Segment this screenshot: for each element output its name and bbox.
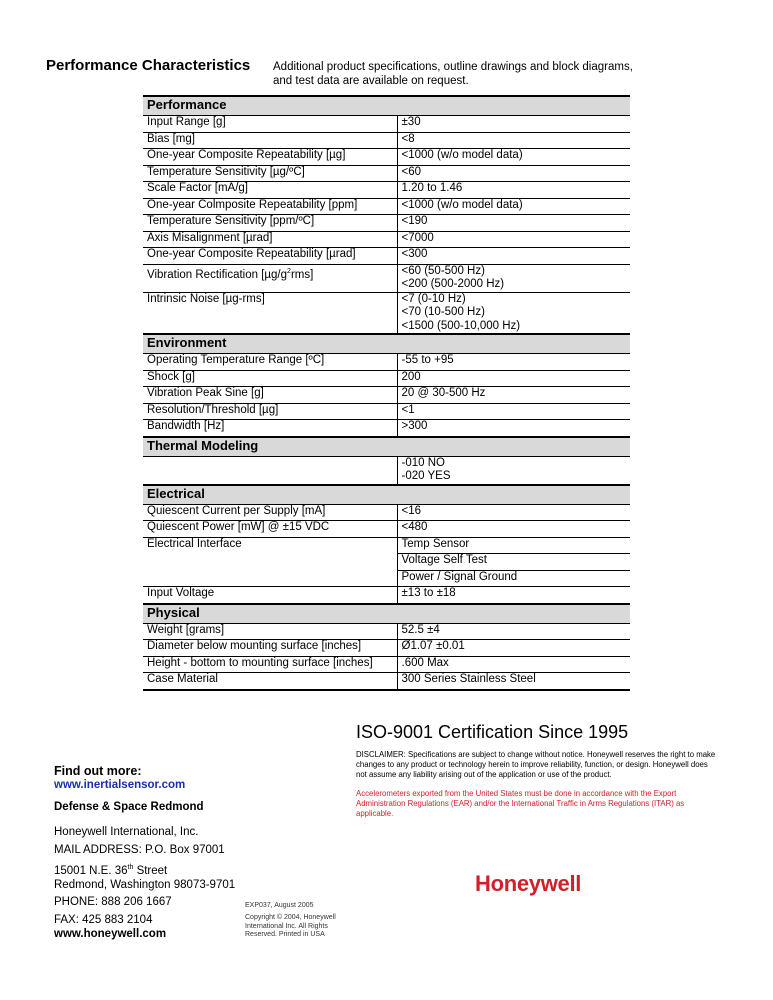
copyright-line: Reserved. Printed in USA [245,931,325,938]
find-out-more-heading: Find out more: [54,764,142,778]
spec-value: Voltage Self Test [397,554,630,571]
copyright-line: Copyright © 2004, Honeywell [245,914,336,921]
inertialsensor-link[interactable]: www.inertialsensor.com [54,779,186,791]
table-row [143,354,630,371]
spec-label: One-year Composite Repeatability [µrad] [143,248,397,265]
spec-label: Temperature Sensitivity [µg/ºC] [143,165,397,182]
table-row [143,248,630,265]
spec-label: Shock [g] [143,370,397,387]
phone-line: PHONE: 888 206 1667 [54,896,172,909]
mail-address: MAIL ADDRESS: P.O. Box 97001 [54,843,225,856]
value-line: -020 YES [401,470,451,482]
table-row [143,623,630,640]
spec-value: <300 [397,248,630,265]
fax-line: FAX: 425 883 2104 [54,913,153,926]
table-row [143,370,630,387]
certification-heading: ISO-9001 Certification Since 1995 [356,722,629,742]
table-row [143,149,630,166]
label-text: Vibration Rectification [µg/g [147,268,288,281]
spec-value: <1 [397,403,630,420]
export-notice: Accelerometers exported from the United States must be done in accordance with the Export Administration Regulations (EAR) and/or the International Traffic in Arms Regulations (ITAR) as applicable. [356,789,685,818]
street-text: 15001 N.E. 36 [54,865,128,878]
spec-value [397,292,630,334]
spec-value: -55 to +95 [397,354,630,371]
table-row [143,403,630,420]
spec-value: <16 [397,504,630,521]
label-superscript: 2 [287,267,291,275]
spec-value: <480 [397,521,630,538]
disclaimer-text: DISCLAIMER: Specifications are subject to change without notice. Honeywell reserves the right to make changes to any product or technology herein to improve reliability, function, or design. Honeywell does not assume any liability arising out of the application or use of the product. [356,750,716,779]
section-environment [143,334,630,354]
spec-label: Resolution/Threshold [µg] [143,403,397,420]
spec-label: Case Material [143,673,397,690]
spec-label: Diameter below mounting surface [inches] [143,640,397,657]
spec-label: Input Voltage [143,587,397,604]
table-row [143,116,630,133]
label-text: rms] [290,268,314,281]
street-text: Street [133,865,168,878]
spec-value: <60 [397,165,630,182]
spec-label: Input Range [g] [143,116,397,133]
spec-value: <1000 (w/o model data) [397,149,630,166]
copyright-line: International Inc. All Rights [245,922,328,930]
honeywell-logo: Honeywell [475,871,582,896]
value-line: <60 (50-500 Hz) [401,264,485,277]
spec-value: 200 [397,370,630,387]
spec-label [143,264,397,292]
section-thermal-modeling [143,437,630,457]
table-row [143,182,630,199]
spec-value: 20 @ 30-500 Hz [397,387,630,404]
spec-label: Scale Factor [mA/g] [143,182,397,199]
spec-value: <8 [397,132,630,149]
section-title: Environment [143,334,630,354]
section-electrical [143,485,630,505]
page-title: Performance Characteristics [46,57,251,74]
table-row [143,165,630,182]
spec-label: Weight [grams] [143,623,397,640]
spec-value: ±13 to ±18 [397,587,630,604]
table-row [143,231,630,248]
spec-value: 52.5 ±4 [397,623,630,640]
spec-table [143,95,630,691]
spec-label: Quiescent Current per Supply [mA] [143,504,397,521]
availability-note: Additional product specifications, outline drawings and block diagrams, and test data are available on request. [273,61,633,87]
spec-label: Axis Misalignment [µrad] [143,231,397,248]
section-title: Physical [143,604,630,624]
spec-label: Bias [mg] [143,132,397,149]
spec-value: >300 [397,420,630,437]
spec-label: Vibration Peak Sine [g] [143,387,397,404]
table-row [143,215,630,232]
spec-label [143,456,397,485]
spec-label: One-year Colmposite Repeatability [ppm] [143,198,397,215]
spec-label: Bandwidth [Hz] [143,420,397,437]
spec-value: Ø1.07 ±0.01 [397,640,630,657]
table-row [143,656,630,673]
spec-value: Temp Sensor [397,537,630,554]
table-row [143,292,630,334]
section-physical [143,604,630,624]
spec-label: Temperature Sensitivity [ppm/ºC] [143,215,397,232]
section-title: Thermal Modeling [143,437,630,457]
spec-label: Operating Temperature Range [ºC] [143,354,397,371]
spec-label: Intrinsic Noise [µg-rms] [143,292,397,334]
value-line: <200 (500-2000 Hz) [401,278,505,290]
table-row [143,132,630,149]
spec-value: Power / Signal Ground [397,570,630,587]
spec-value: <7000 [397,231,630,248]
street-address [54,859,235,877]
spec-value: <190 [397,215,630,232]
table-row [143,420,630,437]
division-name: Defense & Space Redmond [54,801,204,813]
section-title: Electrical [143,485,630,505]
spec-value: 300 Series Stainless Steel [397,673,630,690]
document-id: EXP037, August 2005 [245,902,314,909]
table-row [143,387,630,404]
table-row [143,640,630,657]
spec-value: 1.20 to 1.46 [397,182,630,199]
company-name: Honeywell International, Inc. [54,826,199,838]
value-line: <7 (0-10 Hz) [401,292,466,305]
spec-label: Height - bottom to mounting surface [inches] [143,656,397,673]
honeywell-link[interactable]: www.honeywell.com [54,928,167,940]
street-superscript: th [127,864,134,872]
spec-label: Electrical Interface [143,537,397,587]
spec-value: .600 Max [397,656,630,673]
table-row [143,264,630,292]
table-row [143,456,630,485]
value-line: -010 NO [401,456,445,469]
section-performance [143,96,630,116]
spec-value [397,456,630,485]
spec-label: One-year Composite Repeatability [µg] [143,149,397,166]
table-row [143,537,630,554]
table-row [143,673,630,690]
table-row [143,587,630,604]
city-line: Redmond, Washington 98073-9701 [54,878,236,891]
table-row [143,198,630,215]
section-title: Performance [143,96,630,116]
value-line: <1500 (500-10,000 Hz) [401,319,521,332]
table-row [143,504,630,521]
table-row [143,521,630,538]
spec-value [397,264,630,292]
contact-address [54,824,235,930]
spec-value: <1000 (w/o model data) [397,198,630,215]
value-line: <70 (10-500 Hz) [401,306,485,318]
spec-label: Quiescent Power [mW] @ ±15 VDC [143,521,397,538]
spec-value: ±30 [397,116,630,133]
